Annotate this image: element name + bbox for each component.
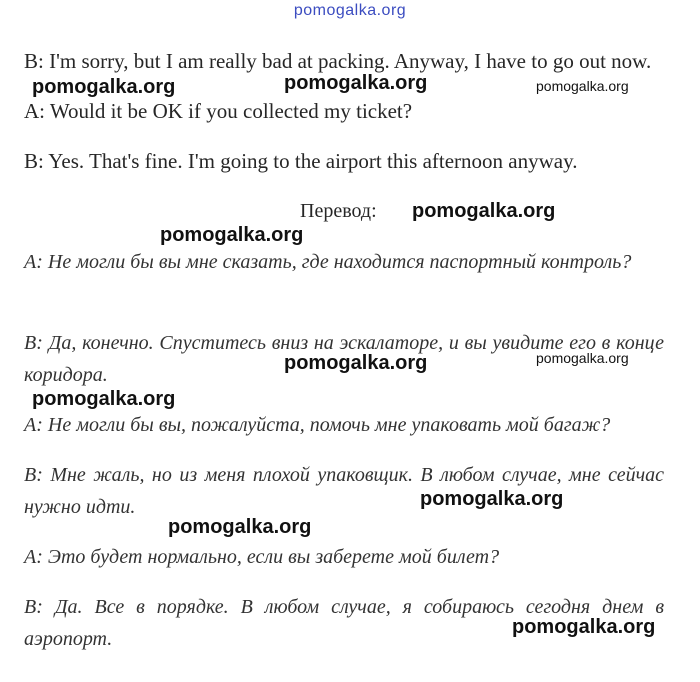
watermark: pomogalka.org	[32, 388, 176, 410]
translation-heading: Перевод:	[300, 200, 377, 222]
watermark: pomogalka.org	[412, 200, 556, 222]
watermark: pomogalka.org	[536, 78, 629, 94]
watermark: pomogalka.org	[536, 350, 629, 366]
english-line-1: B: I'm sorry, but I am really bad at packing. Anyway, I have to go out now.	[24, 49, 652, 73]
russian-line-6: В: Да. Все в порядке. В любом случае, я собираюсь сегодня днем в аэропорт.	[24, 596, 664, 650]
russian-line-3: А: Не могли бы вы, пожалуйста, помочь мне упаковать мой багаж?	[24, 414, 611, 436]
watermark: pomogalka.org	[420, 488, 564, 510]
russian-line-2: В: Да, конечно. Спуститесь вниз на эскалаторе, и вы увидите его в конце коридора.	[24, 332, 664, 386]
watermark: pomogalka.org	[284, 352, 428, 374]
english-line-2: A: Would it be OK if you collected my ticket?	[24, 99, 413, 123]
watermark: pomogalka.org	[160, 224, 304, 246]
russian-line-1: А: Не могли бы вы мне сказать, где находится паспортный контроль?	[24, 251, 632, 273]
watermark: pomogalka.org	[32, 76, 176, 98]
watermark: pomogalka.org	[512, 616, 656, 638]
russian-line-4: В: Мне жаль, но из меня плохой упаковщик. В любом случае, мне сейчас нужно идти.	[24, 464, 664, 518]
watermark: pomogalka.org	[168, 516, 312, 538]
russian-line-5: А: Это будет нормально, если вы заберете мой билет?	[24, 546, 500, 568]
english-line-3: B: Yes. That's fine. I'm going to the airport this afternoon anyway.	[24, 149, 578, 173]
watermark: pomogalka.org	[284, 72, 428, 94]
site-header[interactable]: pomogalka.org	[293, 2, 407, 19]
